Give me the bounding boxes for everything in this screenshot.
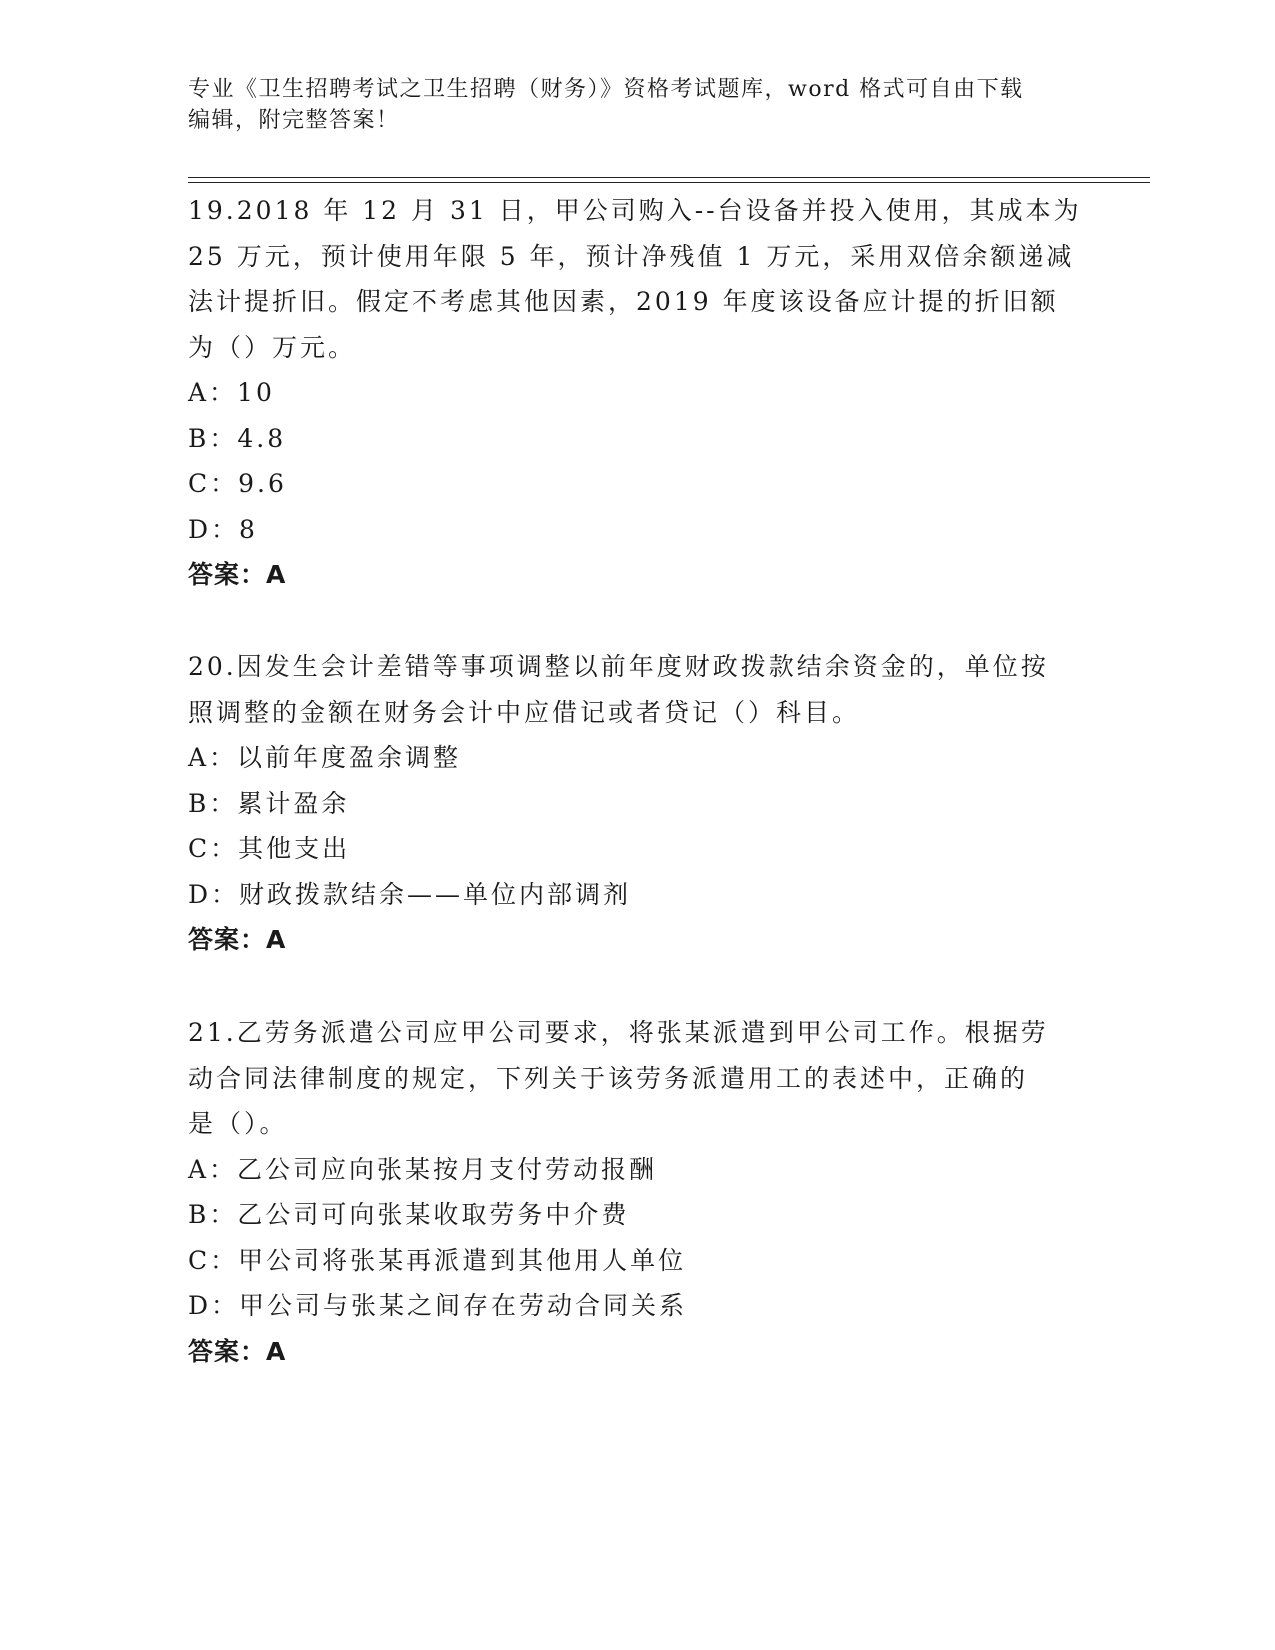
option-a: A：10 xyxy=(188,378,275,407)
question-stem-line: 是（）。 xyxy=(188,1109,288,1138)
option-a: A：以前年度盈余调整 xyxy=(188,743,462,772)
option-b: B：4.8 xyxy=(188,423,287,453)
question-stem-line: 20.因发生会计差错等事项调整以前年度财政拨款结余资金的，单位按 xyxy=(188,652,1049,681)
answer-line: 答案：A xyxy=(188,1336,287,1366)
question-21 xyxy=(188,1010,1088,1374)
question-stem-line: 25 万元，预计使用年限 5 年，预计净残值 1 万元，采用双倍余额递减 xyxy=(188,241,1075,271)
option-a: A：乙公司应向张某按月支付劳动报酬 xyxy=(188,1154,658,1184)
option-c: C：9.6 xyxy=(188,469,287,498)
question-stem-line: 动合同法律制度的规定，下列关于该劳务派遣用工的表述中，正确的 xyxy=(188,1063,1029,1093)
option-b: B：乙公司可向张某收取劳务中介费 xyxy=(188,1200,630,1229)
option-d: D：甲公司与张某之间存在劳动合同关系 xyxy=(188,1291,688,1320)
answer-line: 答案：A xyxy=(188,925,287,954)
header-line-1: 专业《卫生招聘考试之卫生招聘（财务）》资格考试题库，word 格式可自由下载 xyxy=(188,77,1024,102)
question-stem-line: 照调整的金额在财务会计中应借记或者贷记（）科目。 xyxy=(188,697,861,727)
question-19 xyxy=(188,188,1088,598)
question-stem-line: 21.乙劳务派遣公司应甲公司要求，将张某派遣到甲公司工作。根据劳 xyxy=(188,1018,1049,1047)
option-d: D：财政拨款结余——单位内部调剂 xyxy=(188,879,632,909)
option-c: C：其他支出 xyxy=(188,834,351,863)
option-b: B：累计盈余 xyxy=(188,788,350,818)
header-rule-top xyxy=(188,177,1150,178)
header-rule-bottom xyxy=(188,182,1150,183)
document-header xyxy=(188,74,1088,136)
option-c: C：甲公司将张某再派遣到其他用人单位 xyxy=(188,1245,687,1275)
answer-line: 答案：A xyxy=(188,560,287,589)
option-d: D：8 xyxy=(188,514,258,544)
question-stem-line: 19.2018 年 12 月 31 日，甲公司购入--台设备并投入使用，其成本为 xyxy=(188,196,1082,225)
header-line-2: 编辑，附完整答案！ xyxy=(188,108,400,133)
question-stem-line: 为（）万元。 xyxy=(188,332,357,362)
question-stem-line: 法计提折旧。假定不考虑其他因素，2019 年度该设备应计提的折旧额 xyxy=(188,287,1059,316)
question-20 xyxy=(188,644,1088,963)
